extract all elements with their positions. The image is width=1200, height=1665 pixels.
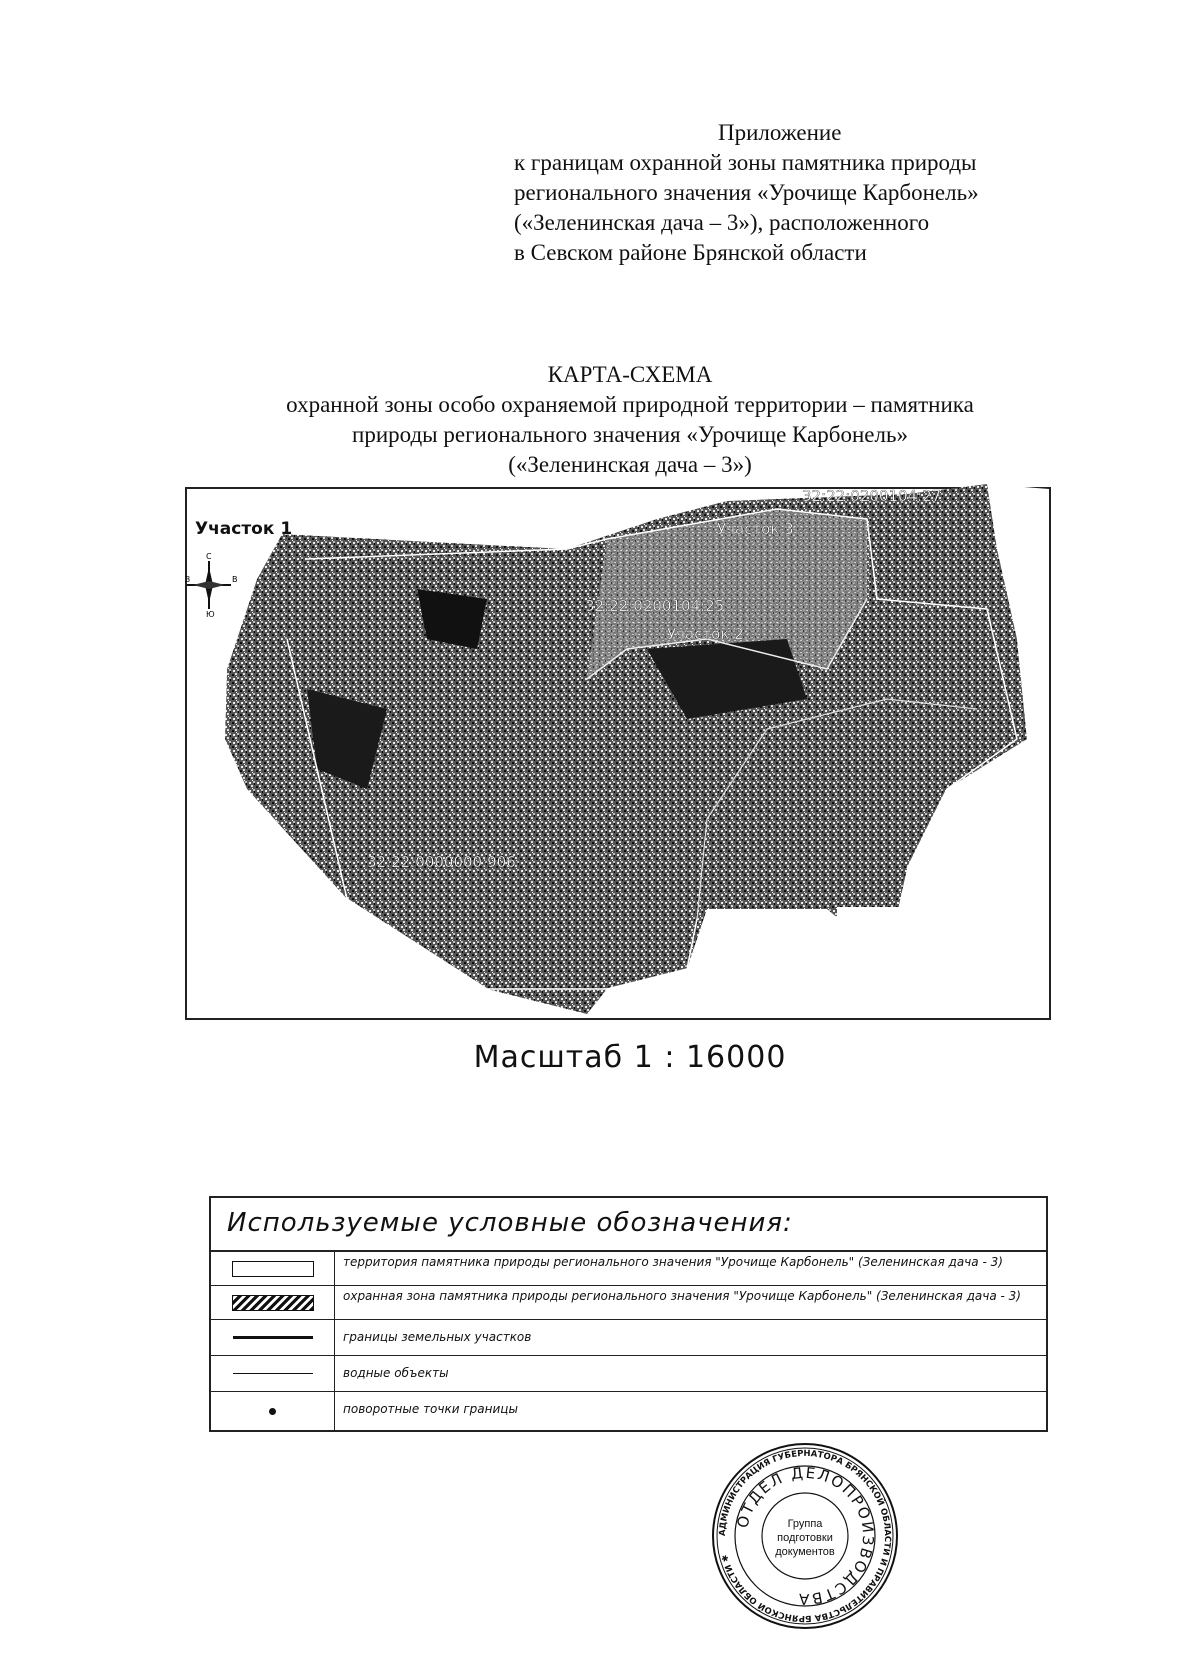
title-line: («Зеленинская дача – 3»): [508, 452, 752, 477]
legend-row: [211, 1356, 1046, 1392]
cadastral-number-label: 32:22:0200104:25: [585, 597, 725, 615]
stamp-center-line: подготовки: [777, 1532, 833, 1544]
map-white-area: [837, 907, 1049, 1018]
compass-west: З: [185, 575, 191, 584]
thin-line-icon: [233, 1373, 313, 1374]
plot-1-label: Участок 1: [195, 519, 293, 539]
legend-table: [209, 1196, 1048, 1432]
appendix-note: [514, 118, 1134, 268]
hatched-rectangle-icon: [232, 1295, 314, 1311]
title-line: КАРТА-СХЕМА: [547, 362, 713, 387]
appendix-line: к границам охранной зоны памятника природы: [514, 150, 977, 175]
legend-text: поворотные точки границы: [343, 1402, 518, 1416]
compass-east: В: [232, 575, 238, 584]
dot-icon: [269, 1408, 276, 1415]
compass-south: Ю: [206, 610, 215, 619]
legend-row: [211, 1252, 1046, 1286]
title-line: охранной зоны особо охраняемой природной территории – памятника: [286, 392, 974, 417]
legend-row: [211, 1320, 1046, 1356]
appendix-line: («Зеленинская дача – 3»), расположенного: [514, 210, 930, 235]
legend-text: охранная зона памятника природы регионального значения "Урочище Карбонель" (Зеленинская дача - 3): [343, 1289, 1021, 1303]
appendix-heading: Приложение: [718, 120, 842, 145]
stamp-center-line: документов: [775, 1546, 835, 1558]
legend-text: границы земельных участков: [343, 1330, 532, 1344]
map-image: [187, 489, 1049, 1018]
stamp-seal-icon: [710, 1441, 900, 1631]
legend-title: Используемые условные обозначения:: [211, 1198, 1046, 1252]
legend-text: водные объекты: [343, 1366, 449, 1380]
svg-text:ОТДЕЛ ДЕЛОПРОИЗВОДСТВА: ОТДЕЛ ДЕЛОПРОИЗВОДСТВА: [733, 1463, 878, 1609]
legend-row: [211, 1392, 1046, 1430]
map-scheme: [185, 487, 1051, 1020]
plot-3-label: Участок 3: [717, 520, 794, 538]
document-title: [180, 360, 1080, 480]
legend-text: территория памятника природы регионального значения "Урочище Карбонель" (Зеленинская дача - 3): [343, 1255, 1003, 1269]
map-scale: Масштаб 1 : 16000: [473, 1040, 787, 1075]
cadastral-number-label: 32:22:0200104:27: [802, 487, 942, 505]
title-line: природы регионального значения «Урочище Карбонель»: [352, 422, 908, 447]
legend-row: [211, 1286, 1046, 1320]
compass-north: С: [206, 552, 212, 561]
thick-line-icon: [233, 1336, 313, 1339]
appendix-line: регионального значения «Урочище Карбонель»: [514, 180, 979, 205]
plot-2-label: Участок 2: [667, 625, 744, 643]
cadastral-number-label: 32:22:0000000:906: [367, 853, 516, 871]
empty-rectangle-icon: [232, 1261, 314, 1277]
stamp-center-line: Группа: [787, 1518, 823, 1530]
official-stamp: [710, 1441, 900, 1631]
svg-text:АДМИНИСТРАЦИЯ ГУБЕРНАТОРА БРЯН: АДМИНИСТРАЦИЯ ГУБЕРНАТОРА БРЯНСКОЙ ОБЛАСТИ И ПРАВИТЕЛЬСТВА БРЯНСКОЙ ОБЛАСТИ ✱: [717, 1448, 893, 1624]
appendix-line: в Севском районе Брянской области: [514, 240, 867, 265]
